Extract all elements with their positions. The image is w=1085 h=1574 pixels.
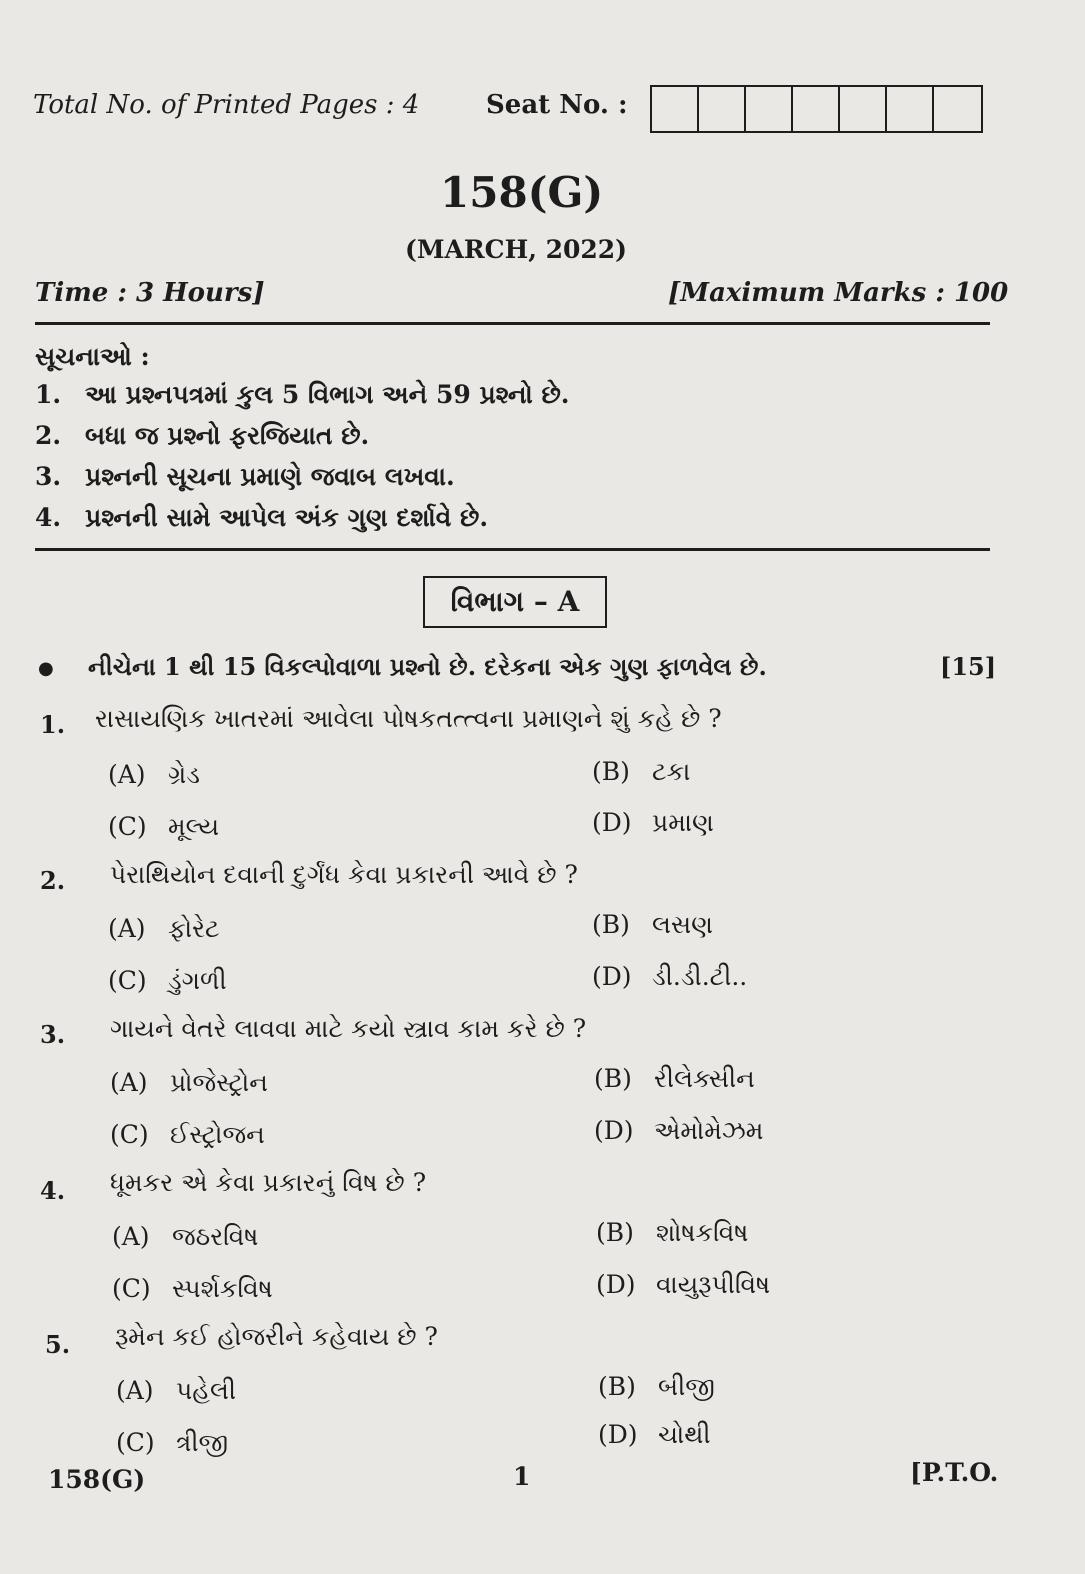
question-number: 4. — [40, 1176, 66, 1205]
option-d: (D) પ્રમાણ — [592, 808, 714, 837]
seat-digit-box — [793, 87, 840, 131]
option-c: (C) સ્પર્શકવિષ — [112, 1274, 273, 1303]
seat-digit-box — [652, 87, 699, 131]
question-number: 5. — [45, 1330, 71, 1359]
question-text: પેરાથિયોન દવાની દુર્ગંધ કેવા પ્રકારની આવે છે ? — [110, 860, 578, 889]
section-heading: વિભાગ – A — [423, 576, 607, 628]
seat-digit-box — [840, 87, 887, 131]
question-number: 3. — [40, 1020, 66, 1049]
option-a: (A) ગ્રેડ — [108, 760, 200, 789]
question-text: રાસાયણિક ખાતરમાં આવેલા પોષકતત્ત્વના પ્રમાણને શું કહે છે ? — [95, 704, 722, 733]
instruction-item: 4. પ્રશ્નની સામે આપેલ અંક ગુણ દર્શાવે છે. — [35, 503, 489, 532]
option-b: (B) શોષકવિષ — [596, 1218, 749, 1247]
option-b: (B) રીલેક્સીન — [594, 1064, 755, 1093]
option-d: (D) ચોથી — [598, 1420, 711, 1449]
exam-time: Time : 3 Hours] — [35, 278, 265, 308]
seat-digit-box — [746, 87, 793, 131]
pto-label: [P.T.O. — [910, 1458, 999, 1487]
page-number: 1 — [513, 1462, 531, 1491]
exam-date: (MARCH, 2022) — [405, 235, 628, 264]
seat-digit-box — [887, 87, 934, 131]
question-number: 1. — [40, 710, 66, 739]
total-pages-label: Total No. of Printed Pages : 4 — [33, 90, 420, 120]
option-a: (A) જઠરવિષ — [112, 1222, 259, 1251]
maximum-marks: [Maximum Marks : 100 — [668, 278, 1009, 308]
instruction-item: 1. આ પ્રશ્નપત્રમાં કુલ 5 વિભાગ અને 59 પ્રશ્નો છે. — [35, 380, 570, 409]
option-b: (B) બીજી — [598, 1372, 715, 1401]
section-instruction: નીચેના 1 થી 15 વિકલ્પોવાળા પ્રશ્નો છે. દરેકના એક ગુણ ફાળવેલ છે. — [88, 652, 767, 681]
bullet-icon: ● — [38, 658, 54, 679]
divider-instructions — [35, 548, 990, 551]
option-c: (C) મૂલ્ય — [108, 812, 220, 841]
instructions-title: સૂચનાઓ : — [35, 342, 150, 371]
seat-digit-box — [699, 87, 746, 131]
option-a: (A) પ્રોજેસ્ટ્રોન — [110, 1068, 268, 1097]
option-d: (D) ડી.ડી.ટી.. — [592, 962, 748, 991]
option-c: (C) ત્રીજી — [116, 1428, 229, 1457]
divider-top — [35, 322, 990, 325]
seat-number-boxes — [650, 85, 983, 133]
question-text: રૂમેન કઈ હોજરીને કહેવાય છે ? — [115, 1322, 438, 1351]
option-a: (A) ફોરેટ — [108, 914, 220, 943]
question-number: 2. — [40, 866, 66, 895]
seat-digit-box — [934, 87, 981, 131]
instruction-item: 3. પ્રશ્નની સૂચના પ્રમાણે જવાબ લખવા. — [35, 462, 455, 491]
option-d: (D) એમોમેઝમ — [594, 1116, 764, 1145]
instruction-item: 2. બધા જ પ્રશ્નો ફરજિયાત છે. — [35, 421, 370, 450]
section-marks: [15] — [940, 652, 997, 681]
option-c: (C) ડુંગળી — [108, 966, 227, 995]
option-d: (D) વાયુરૂપીવિષ — [596, 1270, 771, 1299]
footer-paper-code: 158(G) — [48, 1465, 146, 1494]
question-text: ગાયને વેતરે લાવવા માટે કયો સ્ત્રાવ કામ કરે છે ? — [110, 1014, 587, 1043]
paper-code-title: 158(G) — [440, 168, 604, 217]
option-c: (C) ઈસ્ટ્રોજન — [110, 1120, 265, 1149]
question-text: ધૂમકર એ કેવા પ્રકારનું વિષ છે ? — [110, 1168, 427, 1197]
option-a: (A) પહેલી — [116, 1376, 237, 1405]
option-b: (B) ટકા — [592, 757, 691, 786]
option-b: (B) લસણ — [592, 910, 713, 939]
seat-number-label: Seat No. : — [486, 90, 628, 120]
